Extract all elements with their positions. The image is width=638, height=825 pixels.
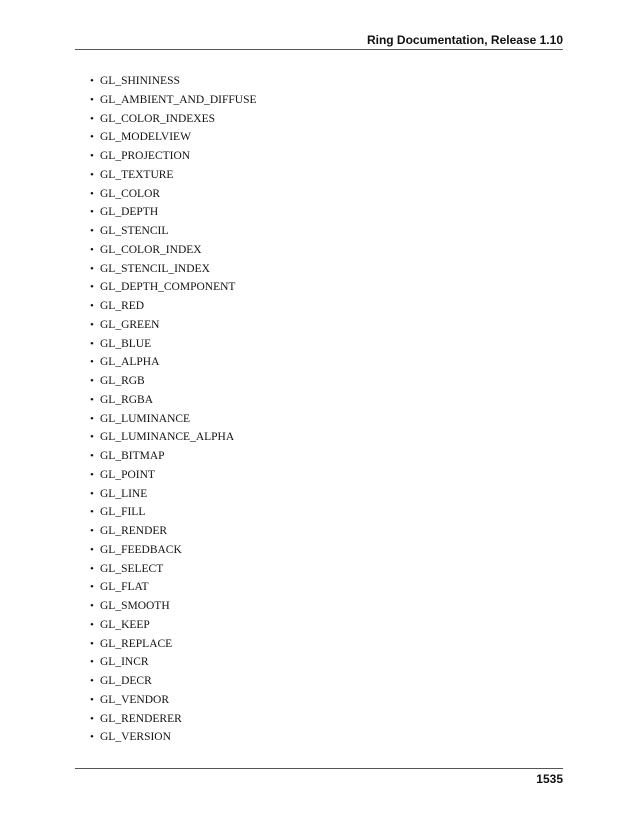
list-item bbox=[90, 372, 257, 391]
bullet-icon: • bbox=[90, 131, 94, 144]
footer-divider bbox=[75, 768, 563, 769]
list-item-text: GL_LUMINANCE_ALPHA bbox=[100, 431, 235, 444]
list-item bbox=[90, 616, 257, 635]
list-item bbox=[90, 335, 257, 354]
list-item-text: GL_INCR bbox=[100, 656, 149, 669]
list-item bbox=[90, 597, 257, 616]
list-item bbox=[90, 72, 257, 91]
list-item bbox=[90, 353, 257, 372]
list-item bbox=[90, 147, 257, 166]
list-item-text: GL_GREEN bbox=[100, 318, 160, 331]
bullet-icon: • bbox=[90, 356, 94, 369]
list-item-text: GL_RGB bbox=[100, 375, 145, 387]
bullet-icon: • bbox=[90, 281, 94, 294]
page-number: 1535 bbox=[536, 772, 563, 786]
bullet-icon: • bbox=[90, 618, 94, 631]
bullet-icon: • bbox=[90, 543, 94, 556]
list-item bbox=[90, 241, 257, 260]
list-item-text: GL_POINT bbox=[100, 468, 155, 481]
list-item bbox=[90, 185, 257, 204]
list-item bbox=[90, 578, 257, 597]
list-item-text: GL_STENCIL bbox=[100, 225, 169, 237]
bullet-icon: • bbox=[90, 393, 94, 406]
list-item bbox=[90, 691, 257, 710]
list-item bbox=[90, 503, 257, 522]
bullet-icon: • bbox=[90, 693, 94, 706]
bullet-icon: • bbox=[90, 318, 94, 331]
constant-list bbox=[90, 72, 257, 747]
list-item-text: GL_KEEP bbox=[100, 618, 150, 631]
list-item bbox=[90, 728, 257, 747]
bullet-icon: • bbox=[90, 187, 94, 200]
bullet-icon: • bbox=[90, 431, 94, 444]
list-item-text: GL_STENCIL_INDEX bbox=[100, 262, 210, 275]
list-item-text: GL_DEPTH_COMPONENT bbox=[100, 281, 236, 294]
bullet-icon: • bbox=[90, 581, 94, 594]
bullet-icon: • bbox=[90, 712, 94, 725]
bullet-icon: • bbox=[90, 206, 94, 219]
list-item-text: GL_SHININESS bbox=[100, 75, 180, 87]
list-item bbox=[90, 260, 257, 279]
running-header-title: Ring Documentation, Release 1.10 bbox=[366, 33, 563, 47]
bullet-icon: • bbox=[90, 225, 94, 237]
bullet-icon: • bbox=[90, 168, 94, 181]
list-item bbox=[90, 447, 257, 466]
bullet-icon: • bbox=[90, 375, 94, 387]
bullet-icon: • bbox=[90, 525, 94, 537]
list-item-text: GL_COLOR_INDEXES bbox=[100, 112, 215, 125]
list-item-text: GL_FLAT bbox=[100, 581, 149, 594]
bullet-icon: • bbox=[90, 412, 94, 425]
bullet-icon: • bbox=[90, 731, 94, 744]
list-item bbox=[90, 560, 257, 579]
list-item bbox=[90, 391, 257, 410]
list-item-text: GL_RED bbox=[100, 300, 145, 312]
list-item-text: GL_REPLACE bbox=[100, 637, 173, 650]
list-item bbox=[90, 710, 257, 729]
list-item bbox=[90, 166, 257, 185]
list-item-text: GL_COLOR bbox=[100, 187, 161, 200]
list-item bbox=[90, 635, 257, 654]
bullet-icon: • bbox=[90, 93, 94, 106]
list-item-text: GL_AMBIENT_AND_DIFFUSE bbox=[100, 93, 257, 106]
bullet-icon: • bbox=[90, 300, 94, 312]
list-item bbox=[90, 672, 257, 691]
bullet-icon: • bbox=[90, 243, 94, 256]
bullet-icon: • bbox=[90, 75, 94, 87]
bullet-icon: • bbox=[90, 506, 94, 519]
bullet-icon: • bbox=[90, 637, 94, 650]
list-item bbox=[90, 522, 257, 541]
list-item-text: GL_ALPHA bbox=[100, 356, 160, 369]
list-item bbox=[90, 278, 257, 297]
list-item bbox=[90, 203, 257, 222]
bullet-icon: • bbox=[90, 562, 94, 575]
list-item bbox=[90, 428, 257, 447]
list-item bbox=[90, 485, 257, 504]
list-item-text: GL_FILL bbox=[100, 506, 146, 519]
list-item bbox=[90, 316, 257, 335]
list-item-text: GL_FEEDBACK bbox=[100, 543, 182, 556]
list-item-text: GL_BITMAP bbox=[100, 450, 165, 462]
bullet-icon: • bbox=[90, 468, 94, 481]
bullet-icon: • bbox=[90, 487, 94, 500]
header-divider bbox=[75, 49, 563, 50]
list-item-text: GL_LUMINANCE bbox=[100, 412, 191, 425]
list-item bbox=[90, 466, 257, 485]
list-item bbox=[90, 91, 257, 110]
list-item bbox=[90, 110, 257, 129]
bullet-icon: • bbox=[90, 656, 94, 669]
list-item-text: GL_RENDERER bbox=[100, 712, 182, 725]
list-item bbox=[90, 410, 257, 429]
bullet-icon: • bbox=[90, 112, 94, 125]
list-item bbox=[90, 541, 257, 560]
bullet-icon: • bbox=[90, 675, 94, 687]
list-item-text: GL_VENDOR bbox=[100, 693, 169, 706]
bullet-icon: • bbox=[90, 450, 94, 462]
list-item-text: GL_LINE bbox=[100, 487, 148, 500]
bullet-icon: • bbox=[90, 337, 94, 350]
list-item-text: GL_COLOR_INDEX bbox=[100, 243, 202, 256]
list-item-text: GL_DECR bbox=[100, 675, 152, 687]
list-item-text: GL_RGBA bbox=[100, 393, 154, 406]
list-item-text: GL_VERSION bbox=[100, 731, 171, 744]
list-item-text: GL_TEXTURE bbox=[100, 168, 174, 181]
bullet-icon: • bbox=[90, 600, 94, 612]
list-item-text: GL_SMOOTH bbox=[100, 600, 170, 612]
bullet-icon: • bbox=[90, 150, 94, 162]
list-item-text: GL_PROJECTION bbox=[100, 150, 191, 162]
list-item bbox=[90, 653, 257, 672]
bullet-icon: • bbox=[90, 262, 94, 275]
list-item bbox=[90, 222, 257, 241]
list-item-text: GL_DEPTH bbox=[100, 206, 159, 219]
list-item-text: GL_SELECT bbox=[100, 562, 164, 575]
list-item bbox=[90, 297, 257, 316]
list-item-text: GL_MODELVIEW bbox=[100, 131, 191, 144]
list-item-text: GL_BLUE bbox=[100, 337, 152, 350]
list-item bbox=[90, 128, 257, 147]
list-item-text: GL_RENDER bbox=[100, 525, 168, 537]
